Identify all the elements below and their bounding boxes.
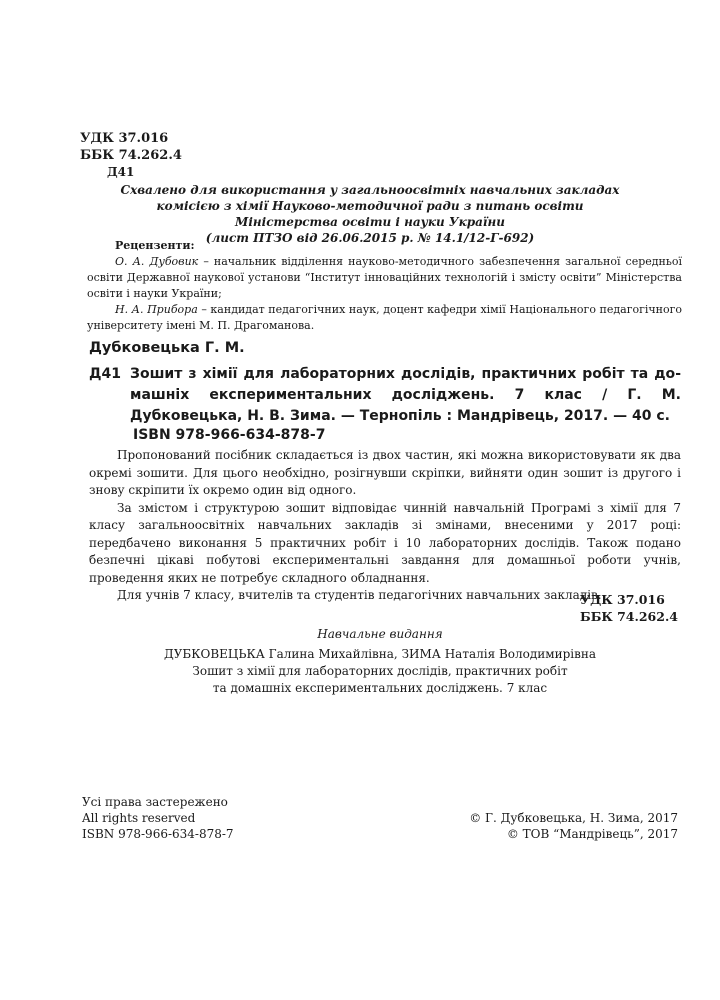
isbn-main: ISBN 978-966-634-878-7 [133,427,326,443]
author-heading: Дубковецька Г. М. [89,340,245,356]
approval-line: Схвалено для використання у загальноосвітніх навчальних закладах [120,183,620,197]
classification-right [580,591,678,625]
annotation [89,447,681,605]
reviewer-1 [87,254,682,302]
rights-block [82,794,234,842]
reviewers-heading: Рецензенти: [115,239,195,252]
bbk-code: ББК 74.262.4 [80,148,182,163]
title-line: Зошит з хімії для лабораторних дослідів, практичних робіт [192,664,568,678]
biblio-description: Зошит з хімії для лабораторних дослідів, практичних робіт та домашніх експериментальних досліджень. 7 клас / Г. М. Дубковецька, Н. В. Зима. — Тернопіль : Мандрівець, 2017. — 40 с. [130,366,681,424]
authors-full: ДУБКОВЕЦЬКА Галина Михайлівна, ЗИМА Наталія Володимирівна [163,647,596,661]
bibliographic-record [89,364,681,427]
edition-info [160,626,600,697]
edition-type: Навчальне видання [317,627,443,641]
udk-code-right: УДК 37.016 [580,592,665,607]
annotation-paragraph: Для учнів 7 класу, вчителів та студентів педагогічних навчальних закладів. [117,588,602,602]
author-sign-code: Д41 [107,165,135,179]
reviewer-2-name: Н. А. Прибора [115,303,198,316]
udk-code: УДК 37.016 [80,131,169,146]
annotation-paragraph: Пропонований посібник складається із двох частин, які можна використовувати як два окремі зошити. Для цього необхідно, розігнувши скріпки, вийняти один зошит із другого і знову скріпити їх окремо один від одного. [89,448,681,497]
biblio-code: Д41 [89,366,121,382]
isbn-footer: ISBN 978-966-634-878-7 [82,827,234,841]
reviewer-1-text: – начальник відділення науково-методичного забезпечення загальної середньої освіти Державної наукової установи “Інститут інноваційних технологій і змісту освіти” Міністерства освіти і науки України; [87,255,682,300]
reviewer-1-name: О. А. Дубовик [115,255,199,268]
rights-ua: Усі права застережено [82,795,228,809]
approval-line: комісією з хімії Науково-методичної ради з питань освіти [156,199,584,213]
reviewers-block [87,238,682,334]
reviewer-2 [87,302,682,334]
rights-en: All rights reserved [82,811,196,825]
copyright-publisher: © ТОВ “Мандрівець”, 2017 [506,827,678,841]
copyright-authors: © Г. Дубковецька, Н. Зима, 2017 [469,811,678,825]
annotation-paragraph: За змістом і структурою зошит відповідає чинній навчальній Програмі з хімії для 7 класу загальноосвітніх навчальних закладів зі змінами, внесеними у 2017 році: передбачено виконання 5 практичних робіт і 10 лабораторних дослідів. Також подано безпечні цікаві побутові експериментальні завдання для домашньої роботи учнів, проведення яких не потребує складного обладнання. [89,500,681,585]
approval-statement [95,182,645,246]
approval-line: (лист ПТЗО від 26.06.2015 р. № 14.1/12-Г-692) [205,231,535,245]
title-line: та домашніх експериментальних досліджень. 7 клас [212,681,548,695]
copyright-block [469,810,678,842]
bbk-code-right: ББК 74.262.4 [580,609,678,624]
classification-top [80,130,182,164]
approval-line: Міністерства освіти і науки України [235,215,505,229]
reviewer-2-text: – кандидат педагогічних наук, доцент кафедри хімії Національного педагогічного університету імені М. П. Драгоманова. [87,303,682,332]
